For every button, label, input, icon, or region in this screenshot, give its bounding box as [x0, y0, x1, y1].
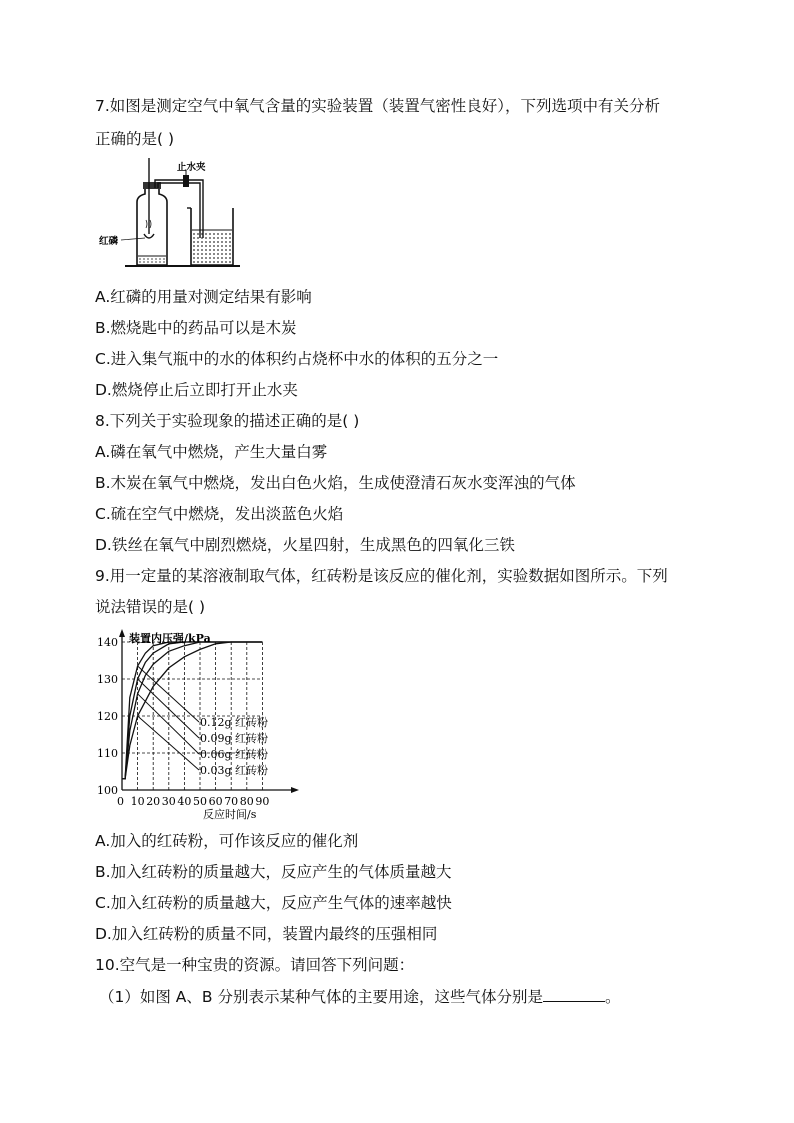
x-tick-label: 10 — [130, 795, 145, 808]
q8-stem: 8.下列关于实验现象的描述正确的是( ) — [95, 412, 360, 430]
q7-option-b: B.燃烧匙中的药品可以是木炭 — [95, 319, 297, 337]
x-tick-label: 30 — [161, 795, 176, 808]
q9-option-c: C.加入红砖粉的质量越大，反应产生气体的速率越快 — [95, 894, 452, 912]
chart-x-axis-label: 反应时间/s — [203, 808, 257, 821]
chart-y-axis-label: 装置内压强/kPa — [129, 632, 211, 645]
q9-option-a: A.加入的红砖粉，可作该反应的催化剂 — [95, 832, 359, 850]
y-tick-label: 110 — [97, 747, 118, 760]
q10-subquestion-1 — [99, 987, 620, 1007]
y-tick-label: 130 — [97, 673, 118, 686]
x-tick-label: 60 — [208, 795, 223, 808]
x-tick-label: 80 — [239, 795, 254, 808]
y-tick-label: 140 — [97, 636, 118, 649]
q7-option-a: A.红磷的用量对测定结果有影响 — [95, 288, 312, 306]
series-label: 0.09g 红砖粉 — [200, 732, 269, 745]
q9-option-b: B.加入红砖粉的质量越大，反应产生的气体质量越大 — [95, 863, 452, 881]
q8-option-a: A.磷在氧气中燃烧，产生大量白雾 — [95, 443, 328, 461]
x-tick-label: 70 — [224, 795, 239, 808]
q9-stem-line1: 9.用一定量的某溶液制取气体，红砖粉是该反应的催化剂，实验数据如图所示。下列 — [95, 567, 668, 585]
series-label: 0.03g 红砖粉 — [200, 764, 269, 777]
q7-stem-line2: 正确的是( ) — [95, 130, 175, 148]
x-tick-label: 90 — [255, 795, 270, 808]
x-tick-label: 40 — [177, 795, 192, 808]
q10-sub1-text: （1）如图 A、B 分别表示某种气体的主要用途，这些气体分别是 — [99, 988, 543, 1006]
pressure-time-chart — [95, 628, 305, 823]
x-tick-label: 50 — [193, 795, 207, 808]
clamp-label: 止水夹 — [177, 162, 206, 173]
x-tick-label: 20 — [146, 795, 161, 808]
series-leader-line — [138, 666, 199, 722]
q8-option-d: D.铁丝在氧气中剧烈燃烧，火星四射，生成黑色的四氧化三铁 — [95, 536, 515, 554]
series-leader-line — [138, 679, 199, 738]
series-label: 0.12g 红砖粉 — [200, 716, 269, 729]
q7-option-c: C.进入集气瓶中的水的体积约占烧杯中水的体积的五分之一 — [95, 350, 499, 368]
y-tick-label: 100 — [97, 784, 118, 797]
q9-stem-line2: 说法错误的是( ) — [95, 598, 206, 616]
q10-sub1-end: 。 — [604, 988, 621, 1006]
oxygen-apparatus-figure — [95, 158, 245, 273]
y-tick-label: 120 — [97, 710, 118, 723]
phosphorus-label: 红磷 — [99, 236, 119, 247]
x-tick-label: 0 — [117, 795, 124, 808]
q10-answer-blank[interactable] — [543, 987, 605, 1002]
q8-option-c: C.硫在空气中燃烧，发出淡蓝色火焰 — [95, 505, 344, 523]
q9-option-d: D.加入红砖粉的质量不同，装置内最终的压强相同 — [95, 925, 438, 943]
q10-stem: 10.空气是一种宝贵的资源。请回答下列问题： — [95, 956, 415, 974]
q7-stem-line1: 7.如图是测定空气中氧气含量的实验装置（装置气密性良好），下列选项中有关分析 — [95, 97, 661, 115]
series-label: 0.06g 红砖粉 — [200, 748, 269, 761]
q8-option-b: B.木炭在氧气中燃烧，发出白色火焰，生成使澄清石灰水变浑浊的气体 — [95, 474, 576, 492]
q7-option-d: D.燃烧停止后立即打开止水夹 — [95, 381, 298, 399]
